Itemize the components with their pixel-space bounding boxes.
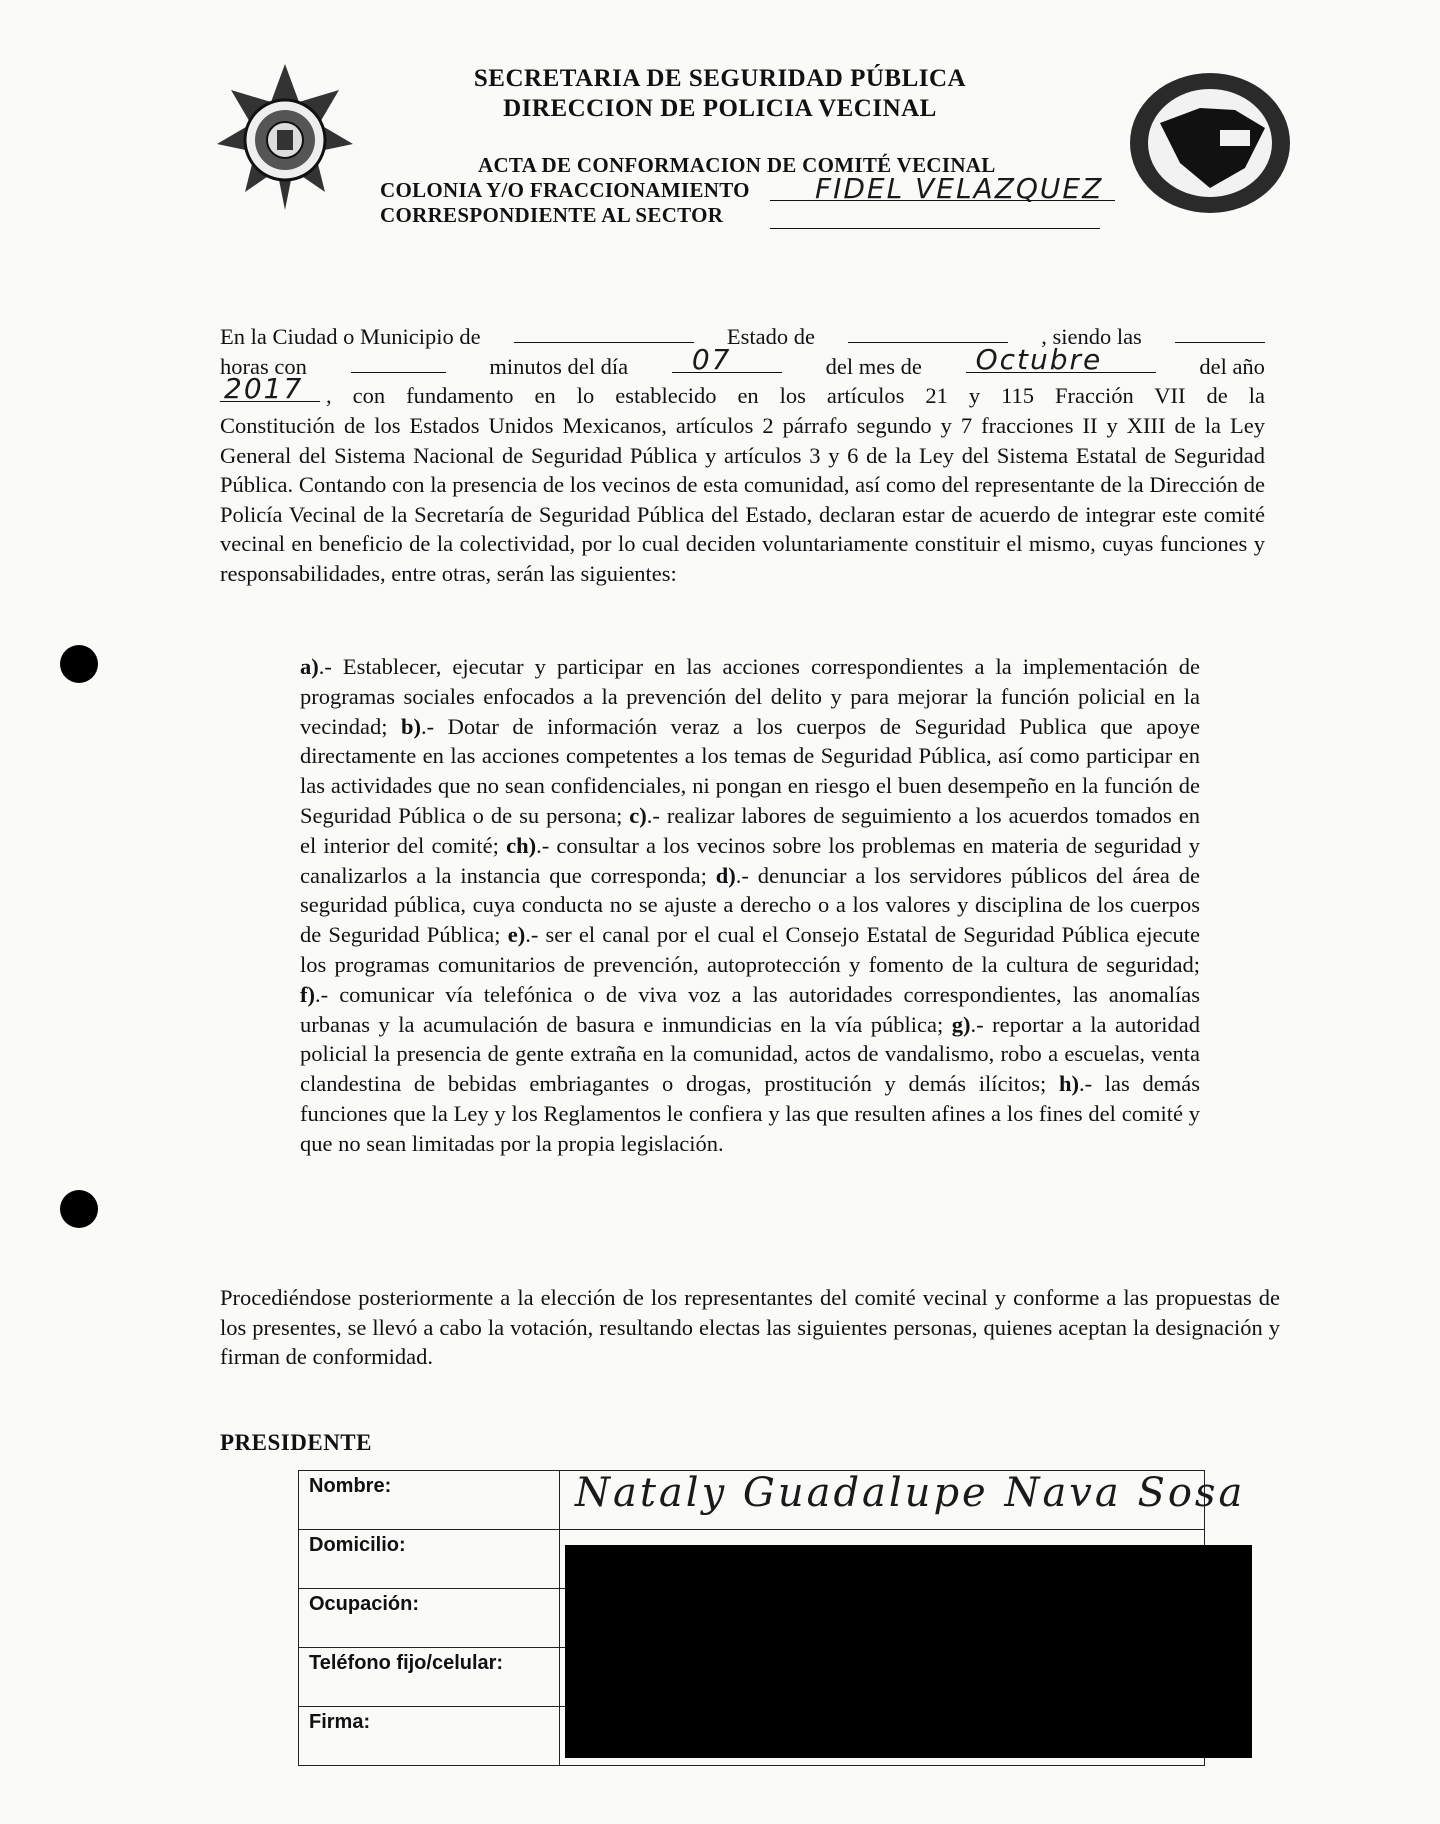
intro-text: del año [1199,354,1265,379]
item-letter: d) [715,862,736,888]
item-letter: f) [300,981,315,1007]
intro-text: , con fundamento en lo establecido en los artículos 21 y 115 Fracción VII de la [326,383,1265,408]
municipio-field [514,322,694,343]
item-letter: ch) [506,832,537,858]
intro-line-1 [220,322,1265,352]
mes-field [966,342,1156,376]
estado-field [848,322,1008,343]
domicilio-label: Domicilio: [299,1530,560,1589]
intro-text: minutos del día [489,354,629,379]
intro-text: horas con [220,354,307,379]
intro-text: del mes de [825,354,922,379]
item-letter: c) [629,802,647,828]
intro-text: Estado de [726,324,815,349]
item-text: .- ser el canal por el cual el Consejo Estatal de Seguridad Pública ejecute los programas comunitarios de prevención, autoprotección y fomento de la cultura de seguridad; [300,922,1200,977]
hora-field [1175,322,1265,343]
nombre-label: Nombre: [299,1471,560,1530]
sector-field [770,228,1100,229]
redaction-block [565,1545,1252,1758]
binder-hole [60,645,98,683]
binder-hole [60,1190,98,1228]
sector-label: CORRESPONDIENTE AL SECTOR [380,203,724,227]
item-text: .- las demás funciones que la Ley y los Reglamentos le confiera y las que resulten afines a los fines del comité y que no sean limitadas por la propia legislación. [300,1071,1201,1156]
intro-body: Constitución de los Estados Unidos Mexicanos, artículos 2 párrafo segundo y 7 fracciones II y XIII de la Ley General del Sistema Nacional de Seguridad Pública y artículos 3 y 6 de la Ley del Sistema Estatal de Seguridad Pública. Contando con la presencia de los vecinos de esta comunidad, así como del representante de la Dirección de Policía Vecinal de la Secretaría de Seguridad Pública del Estado, declaran estar de acuerdo de integrar este comité vecinal en beneficio de la colectividad, por lo cual deciden voluntariamente constituir el mismo, cuyas funciones y responsabilidades, entre otras, serán las siguientes: [220,413,1265,586]
header-title: SECRETARIA DE SEGURIDAD PÚBLICA [473,65,967,92]
item-letter: h) [1058,1071,1079,1097]
item-text: .- comunicar vía telefónica o de viva voz a las autoridades correspondientes, las anomalías urbanas y la acumulación de basura e inmundicias en la vía pública; [300,981,1200,1037]
acta-title: ACTA DE CONFORMACION DE COMITÉ VECINAL [478,153,996,177]
minutos-field [351,352,446,373]
ocupacion-label: Ocupación: [299,1589,560,1648]
dia-handwritten: 07 [691,342,732,376]
intro-line-2 [220,342,1265,382]
intro-line-3 [220,371,1265,411]
item-letter: b) [401,713,422,739]
firma-label: Firma: [299,1707,560,1766]
item-text: .- denunciar a los servidores públicos del área de seguridad pública, cuya conducta no se ajuste a derecho o a los valores y disciplina de los cuerpos de Seguridad Pública; [300,862,1200,948]
intro-text: En la Ciudad o Municipio de [220,324,481,349]
anio-field [220,371,320,405]
item-text: .- consultar a los vecinos sobre los problemas en materia de seguridad y canalizarlos a la instancia que corresponda; [300,832,1200,888]
header-subtitle: DIRECCION DE POLICIA VECINAL [503,95,937,122]
item-letter: e) [507,922,526,948]
dia-field [672,342,782,376]
colonia-label: COLONIA Y/O FRACCIONAMIENTO [380,178,750,202]
telefono-label: Teléfono fijo/celular: [299,1648,560,1707]
president-title: PRESIDENTE [220,1430,372,1455]
colonia-handwritten: FIDEL VELAZQUEZ [815,172,1104,205]
intro-text: , siendo las [1041,324,1142,349]
item-text: .- realizar labores de seguimiento a los acuerdos tomados en el interior del comité; [300,802,1200,858]
closing-paragraph: Procediéndose posteriormente a la elección de los representantes del comité vecinal y conforme a las propuestas de los presentes, se llevó a cabo la votación, resultando electas las siguientes personas, quienes aceptan la designación y firman de conformidad. [220,1285,1280,1369]
item-text: .- Dotar de información veraz a los cuerpos de Seguridad Publica que apoye directamente en las acciones competentes a los temas de Seguridad Pública, así como participar en las actividades que no sean confidenciales, ni pongan en riesgo el buen desempeño en la función de Seguridad Pública o de su persona; [300,713,1200,828]
nombre-handwritten: Nataly Guadalupe Nava Sosa [575,1470,1246,1516]
item-text: .- Establecer, ejecutar y participar en las acciones correspondientes a la implementación de programas sociales enfocados a la prevención del delito y para mejorar la función policial en la vecindad; [300,654,1200,739]
mes-handwritten: Octubre [975,342,1103,376]
functions-list [300,652,1200,1159]
anio-handwritten: 2017 [224,371,304,405]
item-text: .- reportar a la autoridad policial la presencia de gente extraña en la comunidad, actos de vandalismo, robo a escuelas, venta clandestina de bebidas embriagantes o drogas, prostitución y demás ilícitos; [300,1011,1201,1097]
item-letter: g) [951,1011,971,1037]
item-letter: a) [300,654,319,679]
